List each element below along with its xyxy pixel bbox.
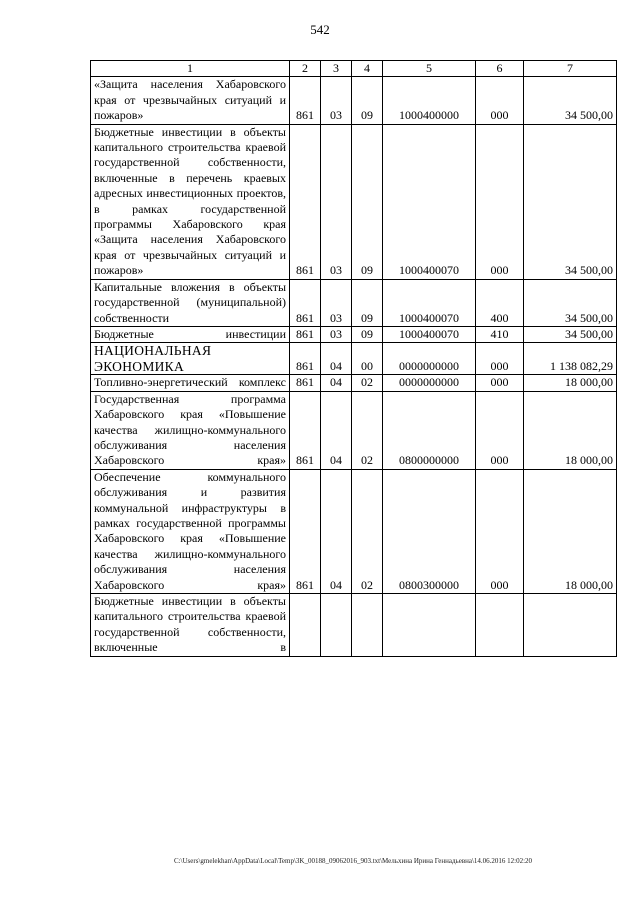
table-row [91,594,617,657]
row-name: «Защита населения Хабаровского края от чрезвычайных ситуаций и пожаров» [91,77,290,124]
table-row [91,77,617,124]
row-grbs [290,594,321,657]
row-name: Бюджетные инвестиции в объекты капитального строительства краевой государственной собственности, включенные в перечень краевых адресных инвестиционных проектов, в рамках государственной программы Хабаровского края «Защита населения Хабаровского края от чрезвычайных ситуаций и пожаров» [91,124,290,279]
row-grbs: 861 [290,391,321,469]
row-target-article: 0000000000 [383,343,476,375]
row-expense-type: 000 [476,391,524,469]
row-section [321,594,352,657]
row-amount: 34 500,00 [524,326,617,342]
row-subsection: 09 [352,326,383,342]
row-name: НАЦИОНАЛЬНАЯ ЭКОНОМИКА [91,343,290,375]
row-amount [524,594,617,657]
column-header: 3 [321,61,352,77]
row-amount: 34 500,00 [524,124,617,279]
row-section: 04 [321,343,352,375]
row-grbs: 861 [290,124,321,279]
row-target-article: 0800300000 [383,469,476,593]
budget-table [90,60,617,657]
column-header: 1 [91,61,290,77]
row-amount: 1 138 082,29 [524,343,617,375]
row-target-article: 0800000000 [383,391,476,469]
row-subsection: 02 [352,391,383,469]
row-target-article: 1000400000 [383,77,476,124]
table-row [91,375,617,391]
row-subsection: 09 [352,124,383,279]
row-section: 03 [321,124,352,279]
table-header-row [91,61,617,77]
column-header: 7 [524,61,617,77]
row-name: Топливно-энергетический комплекс [91,375,290,391]
table-row [91,279,617,326]
row-grbs: 861 [290,279,321,326]
row-target-article [383,594,476,657]
row-target-article: 0000000000 [383,375,476,391]
table-row [91,391,617,469]
row-section: 03 [321,279,352,326]
row-grbs: 861 [290,469,321,593]
row-amount: 18 000,00 [524,469,617,593]
row-target-article: 1000400070 [383,279,476,326]
table-row [91,469,617,593]
row-section: 03 [321,77,352,124]
row-name: Государственная программа Хабаровского края «Повышение качества жилищно-коммунального обслуживания населения Хабаровского края» [91,391,290,469]
table-row [91,326,617,342]
row-subsection: 02 [352,375,383,391]
column-header: 5 [383,61,476,77]
row-name: Бюджетные инвестиции [91,326,290,342]
row-section: 03 [321,326,352,342]
table-row [91,124,617,279]
row-amount: 34 500,00 [524,279,617,326]
row-grbs: 861 [290,343,321,375]
row-subsection [352,594,383,657]
row-amount: 18 000,00 [524,391,617,469]
row-target-article: 1000400070 [383,326,476,342]
row-expense-type [476,594,524,657]
row-subsection: 09 [352,77,383,124]
row-target-article: 1000400070 [383,124,476,279]
row-subsection: 02 [352,469,383,593]
column-header: 6 [476,61,524,77]
row-expense-type: 000 [476,124,524,279]
row-section: 04 [321,469,352,593]
row-section: 04 [321,391,352,469]
row-expense-type: 400 [476,279,524,326]
row-expense-type: 000 [476,469,524,593]
column-header: 2 [290,61,321,77]
row-grbs: 861 [290,326,321,342]
row-name: Капитальные вложения в объекты государственной (муниципальной) собственности [91,279,290,326]
row-subsection: 00 [352,343,383,375]
row-expense-type: 000 [476,343,524,375]
table-row [91,343,617,375]
row-grbs: 861 [290,375,321,391]
row-expense-type: 000 [476,77,524,124]
column-header: 4 [352,61,383,77]
row-subsection: 09 [352,279,383,326]
row-expense-type: 410 [476,326,524,342]
row-name: Бюджетные инвестиции в объекты капитального строительства краевой государственной собственности, включенные в [91,594,290,657]
row-name: Обеспечение коммунального обслуживания и развития коммунальной инфраструктуры в рамках государственной программы Хабаровского края «Повышение качества жилищно-коммунального обслуживания населения Хабаровского края» [91,469,290,593]
row-amount: 18 000,00 [524,375,617,391]
row-grbs: 861 [290,77,321,124]
row-amount: 34 500,00 [524,77,617,124]
row-expense-type: 000 [476,375,524,391]
document-footer-path: C:\Users\gmelekhan\AppData\Local\Temp\3K_00188_09062016_903.txt\Мельхина Ирина Геннадьевна\14.06.2016 12:02:20 [173,857,533,865]
page-number: 542 [310,22,330,37]
row-section: 04 [321,375,352,391]
